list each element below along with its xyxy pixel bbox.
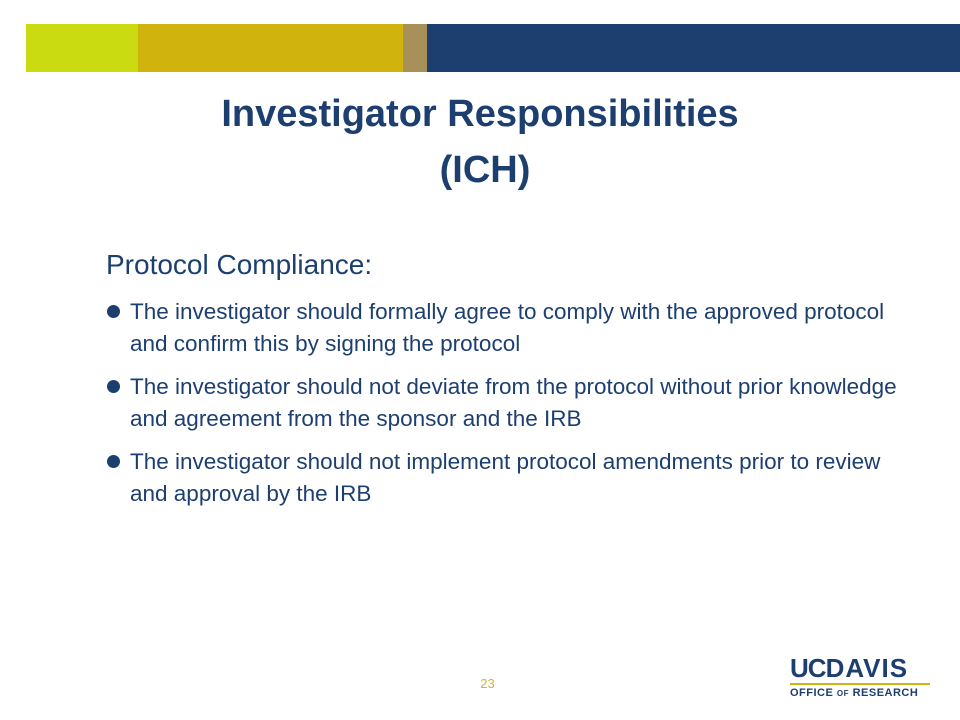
uc-davis-office-of-research-logo [790,655,930,699]
top-color-bar [26,24,960,72]
bullet-item [106,446,906,510]
logo-of-text: OF [836,689,850,698]
color-bar-lime-segment [26,24,138,72]
logo-uc-text: UC [790,653,826,683]
bullet-text: The investigator should formally agree to comply with the approved protocol and confirm this by signing the protocol [130,299,885,356]
logo-wordmark [790,655,930,681]
slide-title [0,86,960,198]
section-subheading: Protocol Compliance: [106,249,373,280]
bullet-text: The investigator should not implement protocol amendments prior to review and approval by the IRB [130,449,881,506]
logo-office-text: OFFICE [790,687,834,699]
bullet-dot-icon [107,305,120,318]
bullet-text: The investigator should not deviate from the protocol without prior knowledge and agreement from the sponsor and the IRB [130,374,897,431]
page-number: 23 [480,676,495,691]
logo-davis-text: DAVIS [825,653,909,683]
slide-title-line-2: (ICH) [439,149,531,191]
logo-office-line [790,683,930,701]
bullet-item [106,371,906,435]
color-bar-tan-segment [403,24,427,72]
bullet-item [106,296,906,360]
color-bar-navy-segment [427,24,960,72]
logo-research-text: RESEARCH [852,687,919,699]
bullet-dot-icon [107,455,120,468]
slide-title-line-1: Investigator Responsibilities [221,93,739,135]
bullet-list [106,296,906,521]
color-bar-gold-segment [138,24,403,72]
bullet-dot-icon [107,380,120,393]
